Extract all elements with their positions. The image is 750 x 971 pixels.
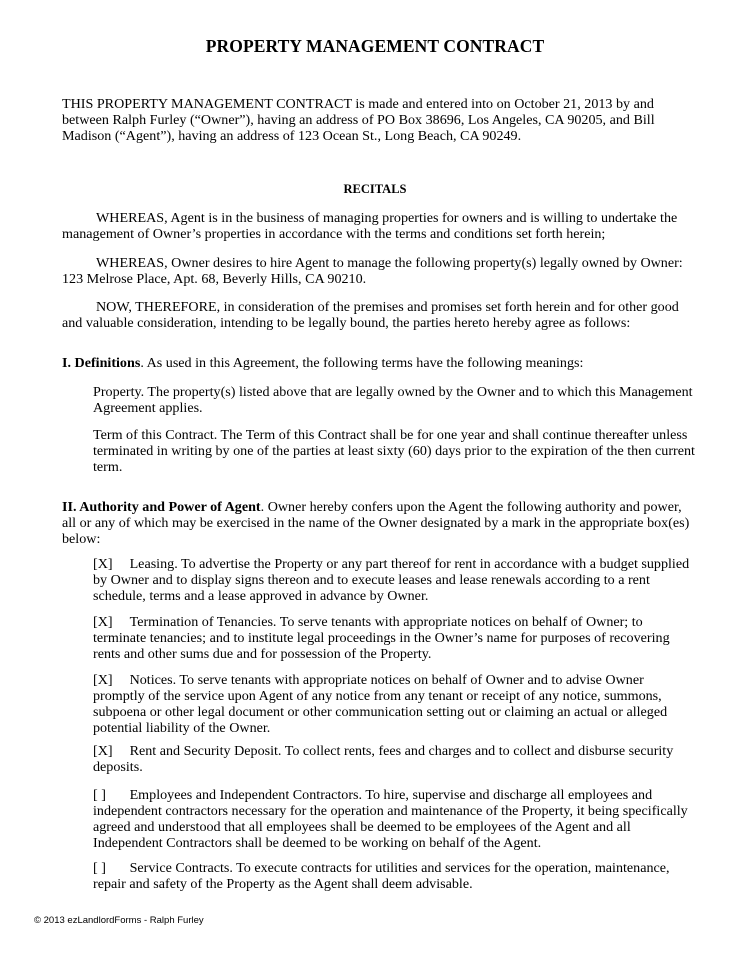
authority-item [93, 860, 697, 892]
recital-paragraph: WHEREAS, Agent is in the business of managing properties for owners and is willing to undertake the management of Owner’s properties in accordance with the terms and conditions set forth herein; [62, 210, 678, 242]
authority-item-text: Leasing. To advertise the Property or any part thereof for rent in accordance with a budget supplied by Owner and to display signs thereon and to execute leases and lease renewals according to a rent schedule, terms and a lease approved in advance by Owner. [93, 556, 690, 604]
checkbox-mark: [X] [93, 743, 113, 759]
authority-item [93, 614, 697, 662]
authority-item [93, 556, 697, 604]
authority-item [93, 787, 697, 851]
document-title: PROPERTY MANAGEMENT CONTRACT [205, 36, 545, 56]
section-definitions [62, 355, 696, 371]
authority-item-text: Employees and Independent Contractors. To hire, supervise and discharge all employees and independent contractors necessary for the operation and maintenance of the Property, it being specifically agreed and understood that all employees shall be deemed to be employees of the Agent and all Independent Contractors shall be deemed to be working on behalf of the Agent. [93, 787, 688, 851]
section-authority [62, 499, 694, 547]
intro-paragraph: THIS PROPERTY MANAGEMENT CONTRACT is made and entered into on October 21, 2013 by and between Ralph Furley (“Owner”), having an address of PO Box 38696, Los Angeles, CA 90205, and Bill Madison (“Agent”), having an address of 123 Ocean St., Long Beach, CA 90249. [62, 96, 655, 144]
section-intro: . Owner hereby confers upon the Agent the following authority and power, all or any of which may be exercised in the name of the Owner designated by a mark in the appropriate box(es) below: [62, 499, 690, 547]
recital-paragraph: NOW, THEREFORE, in consideration of the premises and promises set forth herein and for other good and valuable consideration, intending to be legally bound, the parties hereto hereby agree as follows: [62, 299, 679, 331]
section-heading: II. Authority and Power of Agent [62, 499, 261, 515]
recitals-heading: RECITALS [343, 182, 407, 196]
section-heading: I. Definitions [62, 355, 141, 371]
authority-item [93, 743, 697, 775]
definition-paragraph: Term of this Contract. The Term of this Contract shall be for one year and shall continue thereafter unless terminated in writing by one of the parties at least sixty (60) days prior to the expiration of the then current term. [93, 427, 695, 475]
section-intro: . As used in this Agreement, the following terms have the following meanings: [140, 355, 584, 371]
authority-item-text: Notices. To serve tenants with appropriate notices on behalf of Owner and to advise Owner promptly of the service upon Agent of any notice from any tenant or receipt of any notice, summons, subpoena or other legal document or other communication setting out or claiming an actual or alleged potential liability of the Owner. [93, 672, 668, 736]
checkbox-mark: [X] [93, 556, 113, 572]
authority-item-text: Service Contracts. To execute contracts for utilities and services for the operation, maintenance, repair and safety of the Property as the Agent shall deem advisable. [93, 860, 670, 892]
authority-item [93, 672, 697, 736]
definition-paragraph: Property. The property(s) listed above that are legally owned by the Owner and to which this Management Agreement applies. [93, 384, 693, 416]
authority-item-text: Rent and Security Deposit. To collect rents, fees and charges and to collect and disburse security deposits. [93, 743, 674, 775]
checkbox-mark: [X] [93, 614, 113, 630]
checkbox-mark: [X] [93, 672, 113, 688]
authority-item-text: Termination of Tenancies. To serve tenants with appropriate notices on behalf of Owner; to terminate tenancies; and to institute legal proceedings in the Owner’s name for purposes of recovering rents and other sums due and for possession of the Property. [93, 614, 670, 662]
checkbox-mark: [ ] [93, 860, 106, 876]
recital-paragraph: WHEREAS, Owner desires to hire Agent to manage the following property(s) legally owned by Owner: 123 Melrose Place, Apt. 68, Beverly Hills, CA 90210. [62, 255, 683, 287]
copyright-footer: © 2013 ezLandlordForms - Ralph Furley [34, 915, 204, 926]
checkbox-mark: [ ] [93, 787, 106, 803]
